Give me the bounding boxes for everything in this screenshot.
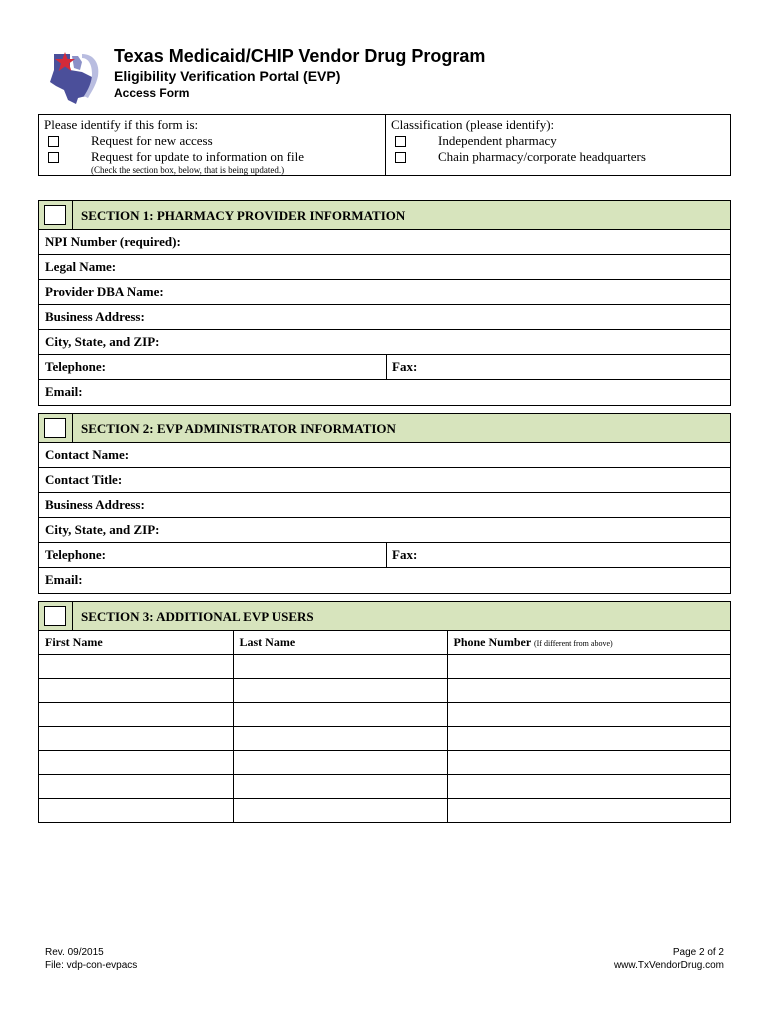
contact-title-row[interactable] <box>39 468 730 493</box>
first-name-cell[interactable] <box>39 799 233 823</box>
section-1-checkbox[interactable] <box>44 205 66 225</box>
phone-number-cell[interactable] <box>447 679 730 703</box>
legal-name-label: Legal Name: <box>45 259 117 274</box>
row-divider <box>386 543 387 567</box>
telephone-fax-row[interactable] <box>39 543 730 568</box>
telephone-label: Telephone: <box>45 547 106 562</box>
email-label: Email: <box>45 384 83 399</box>
update-note: (Check the section box, below, that is being updated.) <box>91 165 285 175</box>
first-name-cell[interactable] <box>39 679 233 703</box>
telephone-fax-row[interactable] <box>39 355 730 380</box>
dba-row[interactable] <box>39 280 730 305</box>
contact-name-row[interactable] <box>39 443 730 468</box>
section-3-checkbox-cell <box>39 602 73 630</box>
table-row <box>39 703 730 727</box>
table-header-row <box>39 631 730 655</box>
last-name-cell[interactable] <box>233 775 447 799</box>
email-label: Email: <box>45 572 83 587</box>
section-1-checkbox-cell <box>39 201 73 229</box>
independent-pharmacy-checkbox[interactable] <box>395 136 406 147</box>
first-name-header: First Name <box>39 631 233 655</box>
section-3-header <box>39 602 730 631</box>
form-title: Texas Medicaid/CHIP Vendor Drug Program <box>114 46 486 66</box>
section-2-checkbox[interactable] <box>44 418 66 438</box>
request-type-heading: Please identify if this form is: <box>44 117 199 132</box>
section-3 <box>38 601 731 823</box>
phone-number-cell[interactable] <box>447 655 730 679</box>
business-address-row[interactable] <box>39 305 730 330</box>
last-name-header: Last Name <box>233 631 447 655</box>
city-state-zip-row[interactable] <box>39 518 730 543</box>
section-3-title: SECTION 3: ADDITIONAL EVP USERS <box>81 609 314 624</box>
fax-label: Fax: <box>392 547 418 562</box>
update-info-label: Request for update to information on file <box>91 149 305 164</box>
section-3-checkbox[interactable] <box>44 606 66 626</box>
last-name-cell[interactable] <box>233 679 447 703</box>
section-2-header <box>39 414 730 443</box>
texas-star-logo-icon <box>48 48 106 106</box>
table-row <box>39 751 730 775</box>
table-row <box>39 799 730 823</box>
table-row <box>39 775 730 799</box>
fax-label: Fax: <box>392 359 418 374</box>
new-access-label: Request for new access <box>91 133 213 148</box>
phone-number-cell[interactable] <box>447 703 730 727</box>
contact-title-label: Contact Title: <box>45 472 123 487</box>
new-access-checkbox[interactable] <box>48 136 59 147</box>
chain-pharmacy-label: Chain pharmacy/corporate headquarters <box>438 149 646 164</box>
classification-column <box>386 115 731 175</box>
email-row[interactable] <box>39 568 730 593</box>
phone-number-cell[interactable] <box>447 799 730 823</box>
business-address-label: Business Address: <box>45 497 145 512</box>
row-divider <box>386 355 387 379</box>
section-1-title: SECTION 1: PHARMACY PROVIDER INFORMATION <box>81 208 406 223</box>
npi-row[interactable] <box>39 230 730 255</box>
section-1-header <box>39 201 730 230</box>
last-name-cell[interactable] <box>233 703 447 727</box>
revision-text: Rev. 09/2015 <box>45 947 104 958</box>
telephone-label: Telephone: <box>45 359 106 374</box>
section-1 <box>38 200 731 406</box>
last-name-cell[interactable] <box>233 799 447 823</box>
last-name-cell[interactable] <box>233 751 447 775</box>
section-2 <box>38 413 731 594</box>
website-link[interactable]: www.TxVendorDrug.com <box>613 960 724 971</box>
first-name-cell[interactable] <box>39 727 233 751</box>
phone-number-cell[interactable] <box>447 751 730 775</box>
first-name-cell[interactable] <box>39 703 233 727</box>
section-2-title: SECTION 2: EVP ADMINISTRATOR INFORMATION <box>81 421 396 436</box>
table-row <box>39 655 730 679</box>
form-type-box <box>38 114 731 176</box>
phone-number-header <box>447 631 730 655</box>
update-info-checkbox[interactable] <box>48 152 59 163</box>
city-state-zip-label: City, State, and ZIP: <box>45 522 160 537</box>
footer-left <box>45 946 137 972</box>
phone-number-cell[interactable] <box>447 727 730 751</box>
classification-heading: Classification (please identify): <box>391 117 555 132</box>
phone-number-cell[interactable] <box>447 775 730 799</box>
additional-users-table <box>39 631 730 822</box>
city-state-zip-label: City, State, and ZIP: <box>45 334 160 349</box>
chain-pharmacy-checkbox[interactable] <box>395 152 406 163</box>
table-row <box>39 679 730 703</box>
phone-number-header-label: Phone Number <box>453 635 531 649</box>
last-name-cell[interactable] <box>233 655 447 679</box>
section-2-checkbox-cell <box>39 414 73 442</box>
first-name-cell[interactable] <box>39 751 233 775</box>
last-name-cell[interactable] <box>233 727 447 751</box>
email-row[interactable] <box>39 380 730 405</box>
business-address-label: Business Address: <box>45 309 145 324</box>
form-name: Access Form <box>114 86 190 100</box>
page-number: Page 2 of 2 <box>672 947 724 958</box>
file-text: File: vdp-con-evpacs <box>45 960 138 971</box>
independent-pharmacy-label: Independent pharmacy <box>438 133 557 148</box>
first-name-cell[interactable] <box>39 655 233 679</box>
request-type-column <box>39 115 386 175</box>
business-address-row[interactable] <box>39 493 730 518</box>
first-name-cell[interactable] <box>39 775 233 799</box>
form-subtitle: Eligibility Verification Portal (EVP) <box>114 68 341 84</box>
table-row <box>39 727 730 751</box>
city-state-zip-row[interactable] <box>39 330 730 355</box>
dba-label: Provider DBA Name: <box>45 284 164 299</box>
legal-name-row[interactable] <box>39 255 730 280</box>
contact-name-label: Contact Name: <box>45 447 130 462</box>
footer-right <box>614 946 724 972</box>
npi-label: NPI Number (required): <box>45 234 181 249</box>
phone-number-note: (If different from above) <box>533 639 613 648</box>
